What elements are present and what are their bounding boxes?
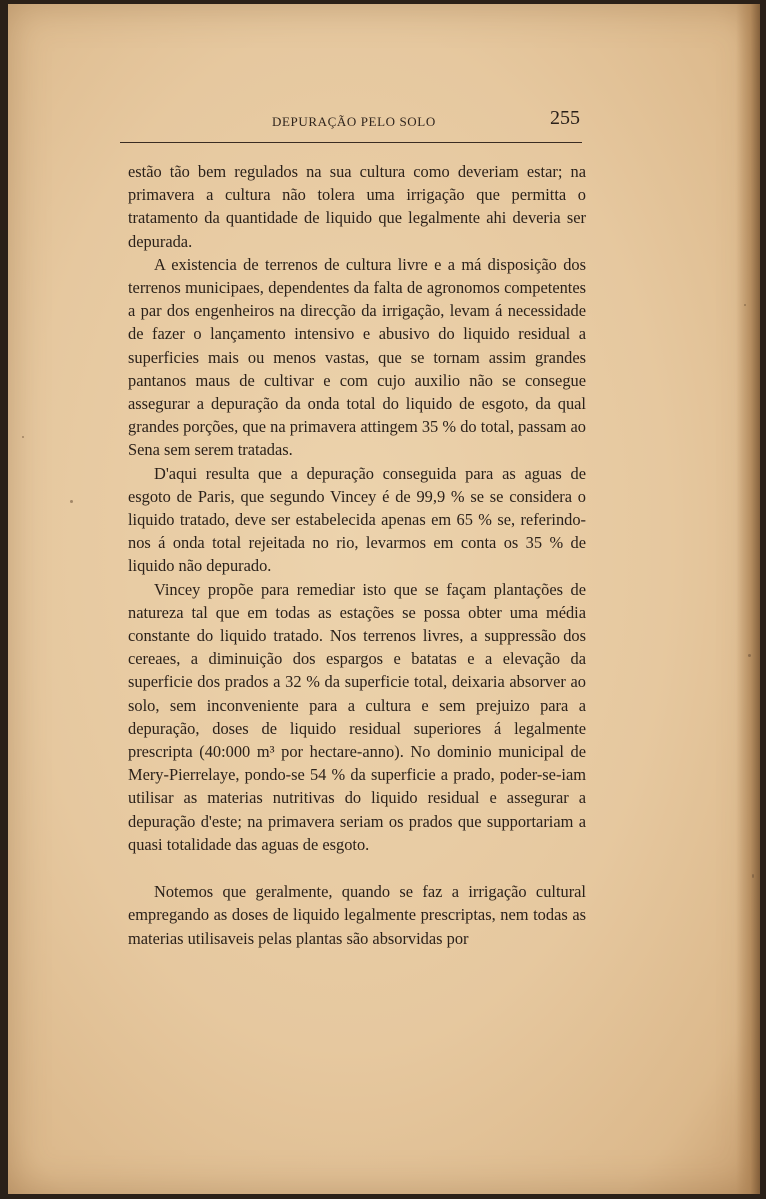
paragraph-5: Notemos que geralmente, quando se faz a irrigação cultural empregando as doses de liquido legalmente prescriptas, nem todas as materias utilisaveis pelas plantas são absorvidas por [128, 882, 586, 948]
running-title: DEPURAÇÃO PELO SOLO [272, 114, 436, 129]
body-text [128, 160, 586, 950]
paper-speck [748, 654, 751, 657]
paper-speck [744, 304, 746, 306]
page-number: 255 [550, 107, 580, 129]
book-page [8, 4, 760, 1194]
paragraph-4: Vincey propõe para remediar isto que se façam plantações de natureza tal que em todas as estações se possa obter uma média constante do liquido tratado. Nos terrenos livres, a suppressão dos cereaes, a diminuição dos espargos e batatas e a elevação da superficie dos prados a 32 % da superficie total, deixaria absorver ao solo, sem inconveniente para a cultura e sem prejuizo para a depuração, doses de liquido residual superiores á legalmente prescripta (40:000 m³ por hectare-anno). No dominio municipal de Mery-Pierrelaye, pondo-se 54 % da superficie a prado, poder-se-iam utilisar as materias nutritivas do liquido residual e assegurar a depuração d'este; na primavera seriam os prados que supportariam a quasi totalidade das aguas de esgoto. [128, 579, 586, 854]
paper-speck [22, 436, 24, 438]
paper-speck [752, 874, 754, 878]
paragraph-3: D'aqui resulta que a depuração conseguida para as aguas de esgoto de Paris, que segundo Vincey é de 99,9 % se se considera o liquido tratado, deve ser estabelecida apenas em 65 % se, referindo-nos á onda total rejeitada no rio, levarmos em conta os 35 % de liquido não depurado. [128, 463, 586, 576]
paragraph-2: A existencia de terrenos de cultura livre e a má disposição dos terrenos municipaes, dependentes da falta de agronomos competentes a par dos engenheiros na direcção da irrigação, levam á necessidade de fazer o lançamento intensivo e abusivo do liquido residual a superficies mais ou menos vastas, que se tornam assim grandes pantanos maus de cultivar e com cujo auxilio não se consegue assegurar a depuração da onda total do liquido de esgoto, da qual grandes porções, que na primavera attingem 35 % do total, passam ao Sena sem serem tratadas. [128, 254, 586, 460]
page-edge-shadow [736, 4, 760, 1194]
running-header [120, 104, 582, 143]
paper-speck [70, 500, 73, 503]
paragraph-1: estão tão bem regulados na sua cultura como deveriam estar; na primavera a cultura não tolera uma irrigação que permitta o tratamento da quantidade de liquido que legalmente ahi deveria ser depurada. [128, 162, 586, 251]
